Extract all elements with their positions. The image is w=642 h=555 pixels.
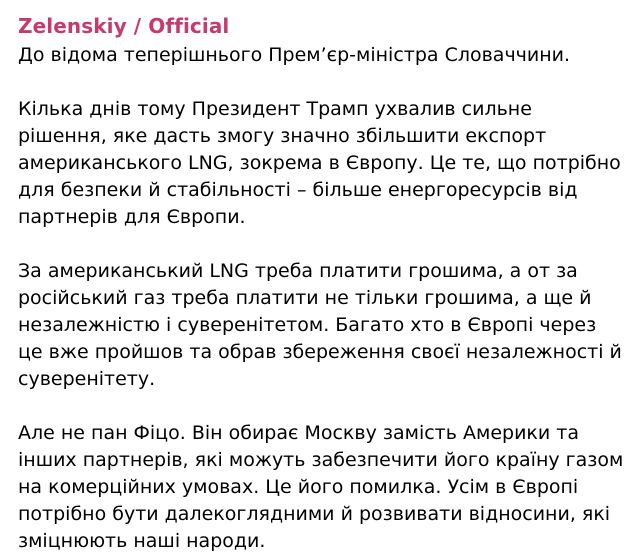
- message-paragraph: Кілька днів тому Президент Трамп ухвалив сильне рішення, яке дасть змогу значно збільшити експорт американського LNG, зокрема в Європу. Це те, що потрібно для безпеки й стабільності – більше енергоресурсів від партнерів для Європи.: [18, 98, 621, 228]
- message-paragraph: Але не пан Фіцо. Він обирає Москву замість Америки та інших партнерів, які можуть забезпечити його країну газом на комерційних умовах. Це його помилка. Усім в Європі потрібно бути далекоглядними й розвивати відносини, які зміцнюють наші народи.: [18, 422, 624, 552]
- sender-name[interactable]: Zelenskiy / Official: [18, 14, 230, 38]
- message-paragraph: За американський LNG треба платити грошима, а от за російський газ треба платити не тільки грошима, а ще й незалежністю і суверенітетом. Багато хто в Європі через це вже пройшов та обрав збереження своєї незалежності й суверенітету.: [18, 260, 622, 390]
- message-paragraph: До відома теперішнього Прем’єр-міністра Словаччини.: [18, 44, 571, 66]
